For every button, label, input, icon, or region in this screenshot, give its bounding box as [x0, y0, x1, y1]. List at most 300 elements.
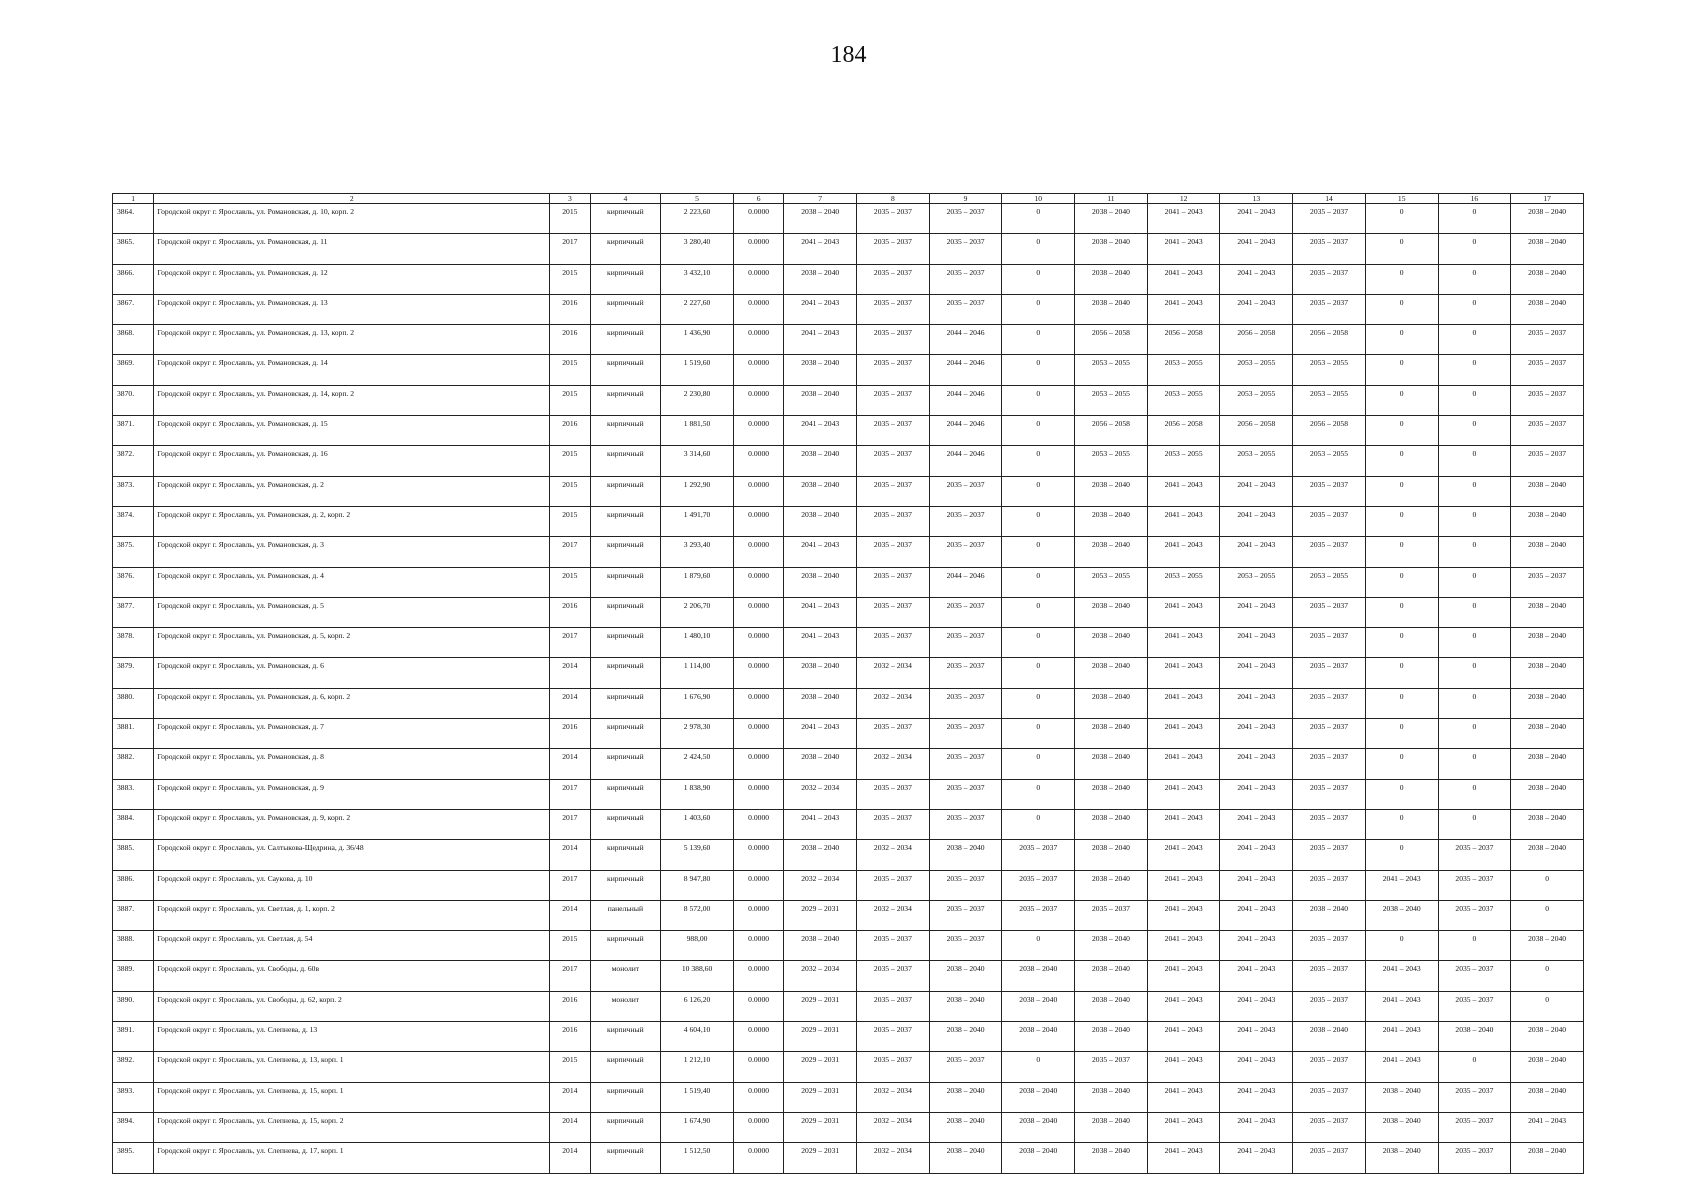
table-cell: 2035 – 2037 [929, 506, 1002, 536]
address-cell: Городской округ г. Ярославль, ул. Слепнева, д. 15, корп. 1 [154, 1082, 550, 1112]
table-cell: 2053 – 2055 [1075, 355, 1148, 385]
table-cell: 0 [1365, 204, 1438, 234]
table-cell: кирпичный [590, 476, 661, 506]
table-cell: 2041 – 2043 [784, 416, 857, 446]
table-cell: 2041 – 2043 [1365, 870, 1438, 900]
table-cell: 2038 – 2040 [1002, 1143, 1075, 1173]
table-cell: 0.0000 [733, 1022, 783, 1052]
table-cell: 2038 – 2040 [1075, 234, 1148, 264]
table-cell: 2041 – 2043 [1220, 506, 1293, 536]
table-cell: 2035 – 2037 [1511, 446, 1584, 476]
table-cell: 2032 – 2034 [857, 1112, 930, 1142]
row-number-cell: 3874. [113, 506, 154, 536]
column-number-header: 8 [857, 194, 930, 204]
table-cell: 0 [1511, 991, 1584, 1021]
table-cell: 2035 – 2037 [1293, 809, 1366, 839]
table-cell: 2038 – 2040 [784, 506, 857, 536]
address-cell: Городской округ г. Ярославль, ул. Романовская, д. 13, корп. 2 [154, 325, 550, 355]
column-number-header: 14 [1293, 194, 1366, 204]
row-number-cell: 3877. [113, 597, 154, 627]
column-number-header: 11 [1075, 194, 1148, 204]
table-cell: 2041 – 2043 [1147, 628, 1220, 658]
row-number-cell: 3871. [113, 416, 154, 446]
table-cell: 2041 – 2043 [1220, 204, 1293, 234]
row-number-cell: 3881. [113, 719, 154, 749]
row-number-cell: 3879. [113, 658, 154, 688]
table-cell: кирпичный [590, 506, 661, 536]
table-cell: 2053 – 2055 [1220, 567, 1293, 597]
row-number-cell: 3887. [113, 900, 154, 930]
table-cell: 1 436,90 [661, 325, 734, 355]
column-number-header: 9 [929, 194, 1002, 204]
table-cell: 2038 – 2040 [1511, 264, 1584, 294]
table-cell: 0 [1002, 719, 1075, 749]
table-cell: кирпичный [590, 204, 661, 234]
table-cell: 1 879,60 [661, 567, 734, 597]
table-cell: 2035 – 2037 [857, 1022, 930, 1052]
table-row [113, 294, 1584, 324]
table-cell: 2041 – 2043 [1147, 931, 1220, 961]
table-cell: 1 519,40 [661, 1082, 734, 1112]
table-cell: 2032 – 2034 [857, 688, 930, 718]
table-cell: 2015 [550, 567, 590, 597]
table-cell: 2038 – 2040 [1511, 537, 1584, 567]
table-row [113, 749, 1584, 779]
table-cell: 1 114,00 [661, 658, 734, 688]
table-cell: 2015 [550, 506, 590, 536]
table-row [113, 719, 1584, 749]
table-cell: 2038 – 2040 [1075, 204, 1148, 234]
table-cell: 2041 – 2043 [784, 325, 857, 355]
table-cell: 2 424,50 [661, 749, 734, 779]
table-row [113, 1143, 1584, 1173]
table-cell: кирпичный [590, 1052, 661, 1082]
address-cell: Городской округ г. Ярославль, ул. Светлая, д. 1, корп. 2 [154, 900, 550, 930]
table-cell: 2041 – 2043 [1220, 1143, 1293, 1173]
table-cell: 0 [1438, 779, 1511, 809]
table-cell: 2035 – 2037 [1438, 1143, 1511, 1173]
table-cell: 2038 – 2040 [1511, 809, 1584, 839]
table-cell: 2041 – 2043 [1147, 597, 1220, 627]
table-cell: 0.0000 [733, 991, 783, 1021]
table-cell: 0 [1365, 840, 1438, 870]
table-cell: 2032 – 2034 [784, 779, 857, 809]
table-cell: 0 [1438, 658, 1511, 688]
table-cell: 2038 – 2040 [1511, 234, 1584, 264]
table-cell: 2035 – 2037 [1438, 991, 1511, 1021]
table-cell: 2015 [550, 476, 590, 506]
column-number-header: 12 [1147, 194, 1220, 204]
table-cell: 2056 – 2058 [1147, 325, 1220, 355]
table-cell: 2038 – 2040 [784, 840, 857, 870]
column-number-header: 4 [590, 194, 661, 204]
table-cell: 2053 – 2055 [1293, 355, 1366, 385]
table-row [113, 870, 1584, 900]
table-cell: 2044 – 2046 [929, 355, 1002, 385]
table-row [113, 325, 1584, 355]
table-cell: кирпичный [590, 840, 661, 870]
address-cell: Городской округ г. Ярославль, ул. Романовская, д. 6 [154, 658, 550, 688]
table-cell: 0.0000 [733, 749, 783, 779]
table-cell: кирпичный [590, 1143, 661, 1173]
column-number-header: 17 [1511, 194, 1584, 204]
table-cell: 2035 – 2037 [857, 385, 930, 415]
table-cell: 0 [1438, 476, 1511, 506]
table-cell: 1 491,70 [661, 506, 734, 536]
table-cell: 2035 – 2037 [1438, 1112, 1511, 1142]
table-cell: 2015 [550, 264, 590, 294]
table-cell: 0 [1438, 204, 1511, 234]
table-cell: 2029 – 2031 [784, 1082, 857, 1112]
header-row [113, 194, 1584, 204]
table-cell: 0 [1511, 900, 1584, 930]
table-cell: 2032 – 2034 [857, 1143, 930, 1173]
table-cell: 2038 – 2040 [784, 264, 857, 294]
table-cell: 3 432,10 [661, 264, 734, 294]
table-cell: 2056 – 2058 [1147, 416, 1220, 446]
table-cell: 2041 – 2043 [1147, 991, 1220, 1021]
table-cell: 2038 – 2040 [1293, 900, 1366, 930]
table-cell: 2035 – 2037 [857, 234, 930, 264]
table-cell: 0 [1438, 385, 1511, 415]
table-cell: 2035 – 2037 [1293, 719, 1366, 749]
data-table [112, 193, 1584, 1174]
table-cell: 2038 – 2040 [1511, 931, 1584, 961]
table-cell: 2038 – 2040 [1075, 537, 1148, 567]
table-cell: 2035 – 2037 [929, 688, 1002, 718]
table-cell: 0.0000 [733, 840, 783, 870]
table-cell: 2041 – 2043 [784, 597, 857, 627]
table-row [113, 204, 1584, 234]
table-cell: 2032 – 2034 [857, 658, 930, 688]
table-cell: 2041 – 2043 [1220, 991, 1293, 1021]
table-row [113, 537, 1584, 567]
table-cell: 2 223,60 [661, 204, 734, 234]
table-cell: 2053 – 2055 [1075, 446, 1148, 476]
table-cell: 2041 – 2043 [1220, 931, 1293, 961]
table-cell: 0 [1438, 931, 1511, 961]
table-cell: кирпичный [590, 779, 661, 809]
table-cell: 0 [1002, 688, 1075, 718]
table-cell: кирпичный [590, 567, 661, 597]
table-cell: 0 [1002, 234, 1075, 264]
table-cell: 2035 – 2037 [857, 597, 930, 627]
table-cell: 2016 [550, 1022, 590, 1052]
table-cell: 0 [1438, 688, 1511, 718]
table-cell: 2014 [550, 749, 590, 779]
table-cell: 4 604,10 [661, 1022, 734, 1052]
table-cell: 2035 – 2037 [929, 900, 1002, 930]
table-row [113, 234, 1584, 264]
table-cell: 2035 – 2037 [1438, 870, 1511, 900]
table-cell: 0 [1365, 264, 1438, 294]
table-cell: 2056 – 2058 [1075, 416, 1148, 446]
table-cell: 2038 – 2040 [1075, 719, 1148, 749]
table-cell: 2035 – 2037 [929, 628, 1002, 658]
table-cell: 0 [1002, 931, 1075, 961]
table-cell: 2038 – 2040 [1075, 506, 1148, 536]
table-row [113, 1112, 1584, 1142]
table-cell: 2038 – 2040 [784, 355, 857, 385]
table-cell: 1 512,50 [661, 1143, 734, 1173]
table-cell: 2038 – 2040 [1438, 1022, 1511, 1052]
table-cell: 2038 – 2040 [784, 658, 857, 688]
table-cell: 0.0000 [733, 294, 783, 324]
row-number-cell: 3875. [113, 537, 154, 567]
table-cell: кирпичный [590, 294, 661, 324]
table-cell: 2035 – 2037 [857, 325, 930, 355]
table-cell: 2035 – 2037 [857, 294, 930, 324]
table-cell: 2035 – 2037 [857, 809, 930, 839]
table-cell: 2038 – 2040 [1511, 597, 1584, 627]
table-row [113, 1082, 1584, 1112]
table-cell: 2041 – 2043 [784, 809, 857, 839]
row-number-cell: 3866. [113, 264, 154, 294]
table-cell: 2035 – 2037 [929, 779, 1002, 809]
table-cell: 2035 – 2037 [857, 719, 930, 749]
table-cell: кирпичный [590, 234, 661, 264]
column-number-header: 13 [1220, 194, 1293, 204]
table-cell: 0.0000 [733, 264, 783, 294]
table-cell: 2038 – 2040 [1511, 1052, 1584, 1082]
table-cell: 0 [1002, 567, 1075, 597]
table-cell: 0 [1511, 961, 1584, 991]
table-cell: 0.0000 [733, 1143, 783, 1173]
table-cell: 0 [1438, 234, 1511, 264]
table-cell: 2038 – 2040 [784, 749, 857, 779]
table-cell: 0.0000 [733, 961, 783, 991]
table-cell: 2016 [550, 294, 590, 324]
table-cell: 2038 – 2040 [1511, 779, 1584, 809]
table-cell: 0 [1002, 779, 1075, 809]
table-cell: 2035 – 2037 [929, 537, 1002, 567]
table-cell: 2041 – 2043 [1147, 688, 1220, 718]
table-cell: 2056 – 2058 [1293, 416, 1366, 446]
table-cell: 2035 – 2037 [857, 537, 930, 567]
table-cell: кирпичный [590, 809, 661, 839]
column-number-header: 3 [550, 194, 590, 204]
table-cell: 0 [1438, 264, 1511, 294]
table-cell: 0.0000 [733, 506, 783, 536]
table-cell: 2032 – 2034 [857, 1082, 930, 1112]
table-cell: 0 [1002, 264, 1075, 294]
table-row [113, 506, 1584, 536]
table-cell: 2038 – 2040 [1511, 1143, 1584, 1173]
table-row [113, 688, 1584, 718]
table-row [113, 567, 1584, 597]
table-cell: 2035 – 2037 [857, 931, 930, 961]
table-cell: 2038 – 2040 [1365, 1082, 1438, 1112]
table-cell: 2017 [550, 809, 590, 839]
table-cell: 2032 – 2034 [784, 961, 857, 991]
table-cell: 0.0000 [733, 779, 783, 809]
table-cell: 2041 – 2043 [784, 294, 857, 324]
table-cell: 2035 – 2037 [1293, 294, 1366, 324]
table-cell: 2038 – 2040 [1002, 991, 1075, 1021]
table-cell: 2035 – 2037 [1511, 325, 1584, 355]
table-cell: 2053 – 2055 [1293, 567, 1366, 597]
table-cell: 2038 – 2040 [1511, 506, 1584, 536]
table-cell: 2041 – 2043 [1365, 961, 1438, 991]
table-cell: 0 [1365, 234, 1438, 264]
row-number-cell: 3892. [113, 1052, 154, 1082]
row-number-cell: 3867. [113, 294, 154, 324]
table-cell: 2035 – 2037 [857, 779, 930, 809]
table-cell: 2038 – 2040 [929, 1082, 1002, 1112]
table-cell: 2038 – 2040 [1075, 1143, 1148, 1173]
table-cell: кирпичный [590, 719, 661, 749]
table-cell: 2035 – 2037 [1075, 1052, 1148, 1082]
table-cell: 2038 – 2040 [1075, 809, 1148, 839]
table-cell: 2035 – 2037 [1293, 1052, 1366, 1082]
table-cell: 2038 – 2040 [1511, 1082, 1584, 1112]
table-cell: 0 [1002, 385, 1075, 415]
table-cell: 2035 – 2037 [929, 294, 1002, 324]
table-cell: 2035 – 2037 [857, 506, 930, 536]
table-cell: 2035 – 2037 [929, 809, 1002, 839]
table-cell: 2014 [550, 1143, 590, 1173]
table-cell: 2017 [550, 961, 590, 991]
table-cell: 0 [1438, 1052, 1511, 1082]
table-cell: 0 [1002, 416, 1075, 446]
table-cell: 0.0000 [733, 385, 783, 415]
table-cell: 2035 – 2037 [1293, 931, 1366, 961]
address-cell: Городской округ г. Ярославль, ул. Романовская, д. 2 [154, 476, 550, 506]
row-number-cell: 3889. [113, 961, 154, 991]
table-cell: 2053 – 2055 [1220, 355, 1293, 385]
address-cell: Городской округ г. Ярославль, ул. Романовская, д. 8 [154, 749, 550, 779]
table-cell: 0 [1002, 1052, 1075, 1082]
table-cell: 2016 [550, 719, 590, 749]
table-cell: 5 139,60 [661, 840, 734, 870]
table-cell: 2041 – 2043 [1220, 961, 1293, 991]
table-cell: 2038 – 2040 [784, 385, 857, 415]
table-cell: 2035 – 2037 [1293, 779, 1366, 809]
table-row [113, 597, 1584, 627]
table-cell: 0 [1438, 628, 1511, 658]
table-cell: 0.0000 [733, 325, 783, 355]
table-cell: кирпичный [590, 537, 661, 567]
row-number-cell: 3878. [113, 628, 154, 658]
table-cell: 2035 – 2037 [929, 1052, 1002, 1082]
table-cell: 2041 – 2043 [1147, 264, 1220, 294]
table-row [113, 416, 1584, 446]
table-cell: 2035 – 2037 [857, 1052, 930, 1082]
address-cell: Городской округ г. Ярославль, ул. Романовская, д. 10, корп. 2 [154, 204, 550, 234]
table-cell: 2038 – 2040 [1075, 628, 1148, 658]
table-cell: 2035 – 2037 [1075, 900, 1148, 930]
column-number-header: 6 [733, 194, 783, 204]
table-cell: 2035 – 2037 [1293, 1082, 1366, 1112]
table-cell: 2035 – 2037 [1293, 688, 1366, 718]
table-cell: 0.0000 [733, 658, 783, 688]
table-cell: 2056 – 2058 [1075, 325, 1148, 355]
table-cell: 2041 – 2043 [784, 234, 857, 264]
table-cell: монолит [590, 991, 661, 1021]
table-cell: 2041 – 2043 [1147, 506, 1220, 536]
table-cell: 0 [1002, 597, 1075, 627]
table-cell: 2041 – 2043 [1511, 1112, 1584, 1142]
table-cell: 2056 – 2058 [1220, 416, 1293, 446]
table-cell: 2041 – 2043 [1147, 204, 1220, 234]
table-cell: 2053 – 2055 [1220, 446, 1293, 476]
table-row [113, 931, 1584, 961]
table-cell: 2035 – 2037 [1293, 840, 1366, 870]
table-cell: 0 [1365, 446, 1438, 476]
table-cell: 3 293,40 [661, 537, 734, 567]
table-cell: кирпичный [590, 264, 661, 294]
table-cell: 2053 – 2055 [1293, 385, 1366, 415]
table-cell: 0.0000 [733, 900, 783, 930]
table-cell: панельный [590, 900, 661, 930]
table-cell: 2041 – 2043 [1147, 476, 1220, 506]
table-cell: 2038 – 2040 [1365, 1143, 1438, 1173]
table-cell: 1 212,10 [661, 1052, 734, 1082]
table-cell: 0.0000 [733, 597, 783, 627]
address-cell: Городской округ г. Ярославль, ул. Романовская, д. 14 [154, 355, 550, 385]
table-cell: кирпичный [590, 658, 661, 688]
table-cell: 2 978,30 [661, 719, 734, 749]
table-cell: 2041 – 2043 [1220, 688, 1293, 718]
table-cell: 1 674,90 [661, 1112, 734, 1142]
table-cell: 2035 – 2037 [1293, 204, 1366, 234]
table-cell: 2016 [550, 325, 590, 355]
address-cell: Городской округ г. Ярославль, ул. Романовская, д. 6, корп. 2 [154, 688, 550, 718]
table-cell: 2035 – 2037 [929, 597, 1002, 627]
table-cell: 2016 [550, 991, 590, 1021]
table-cell: 0 [1365, 416, 1438, 446]
table-cell: 0.0000 [733, 628, 783, 658]
table-cell: 2035 – 2037 [857, 416, 930, 446]
table-cell: 0 [1002, 476, 1075, 506]
table-cell: 2 227,60 [661, 294, 734, 324]
row-number-cell: 3884. [113, 809, 154, 839]
table-cell: 2041 – 2043 [784, 537, 857, 567]
table-cell: 2041 – 2043 [1220, 1082, 1293, 1112]
table-cell: 2035 – 2037 [1002, 900, 1075, 930]
table-cell: 2041 – 2043 [1147, 719, 1220, 749]
table-cell: 2035 – 2037 [929, 476, 1002, 506]
table-cell: 2053 – 2055 [1147, 567, 1220, 597]
table-cell: 0.0000 [733, 688, 783, 718]
table-cell: 2035 – 2037 [929, 204, 1002, 234]
table-cell: 0.0000 [733, 446, 783, 476]
table-cell: 2035 – 2037 [1293, 1143, 1366, 1173]
table-cell: 2044 – 2046 [929, 416, 1002, 446]
table-cell: 0 [1438, 294, 1511, 324]
table-cell: 2041 – 2043 [1220, 294, 1293, 324]
table-cell: 0 [1365, 385, 1438, 415]
table-cell: 3 280,40 [661, 234, 734, 264]
table-cell: 0 [1002, 446, 1075, 476]
table-row [113, 355, 1584, 385]
table-cell: 0 [1002, 204, 1075, 234]
table-cell: 0 [1365, 809, 1438, 839]
table-cell: 2041 – 2043 [1147, 1052, 1220, 1082]
table-cell: 2014 [550, 900, 590, 930]
table-cell: 2056 – 2058 [1293, 325, 1366, 355]
table-cell: 2038 – 2040 [1075, 840, 1148, 870]
table-cell: 2017 [550, 234, 590, 264]
table-cell: 2038 – 2040 [1002, 961, 1075, 991]
table-cell: 2038 – 2040 [1075, 597, 1148, 627]
table-cell: монолит [590, 961, 661, 991]
table-cell: 0 [1438, 355, 1511, 385]
table-cell: 2 230,80 [661, 385, 734, 415]
table-cell: 2038 – 2040 [1293, 1022, 1366, 1052]
table-cell: 2035 – 2037 [1438, 1082, 1511, 1112]
table-cell: 0.0000 [733, 567, 783, 597]
